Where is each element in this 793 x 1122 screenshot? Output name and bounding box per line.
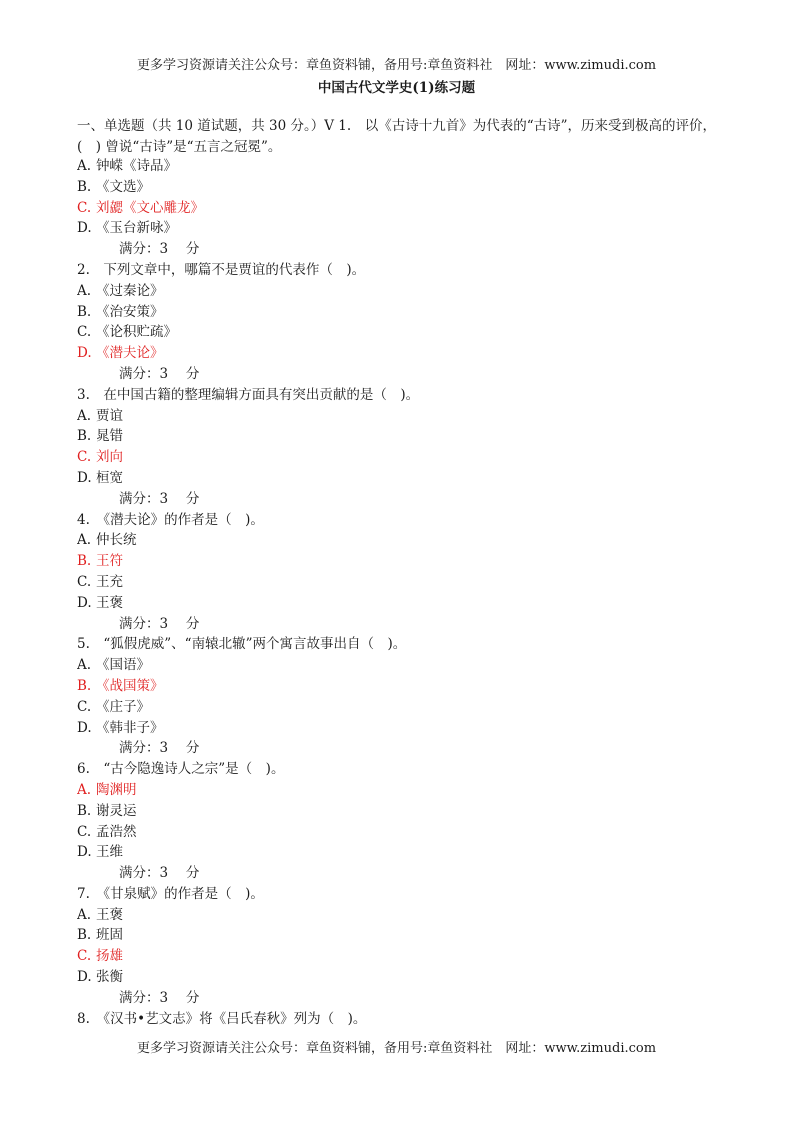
option-text: 桓宽 (96, 469, 123, 486)
option-text: 贾谊 (96, 407, 123, 424)
section-intro: 一、单选题（共 10 道试题，共 30 分。）V 1. 以《古诗十九首》为代表的“古诗”，历来受到极高的评价，( ) 曾说“古诗”是“五言之冠冕”。 (77, 118, 716, 155)
option-letter: C. (77, 948, 92, 965)
score-line: 满分：3 分 (119, 365, 200, 382)
option-text: 孟浩然 (96, 823, 137, 840)
score-line: 满分：3 分 (119, 989, 200, 1006)
document-title: 中国古代文学史(1)练习题 (317, 80, 476, 96)
option-letter: C. (77, 199, 92, 216)
option-letter: A. (77, 158, 92, 174)
option-text: 陶渊明 (96, 781, 137, 798)
option-letter: B. (77, 677, 92, 694)
option-letter: B. (77, 178, 92, 195)
answer-option (77, 447, 722, 468)
answer-option (77, 281, 722, 302)
score-line: 满分：3 分 (119, 615, 200, 632)
question-list (77, 156, 722, 1029)
option-text: 《潜夫论》 (96, 345, 164, 362)
option-text: 刘向 (96, 449, 123, 466)
option-letter: B. (77, 553, 92, 570)
answer-option (77, 198, 722, 219)
option-letter: D. (77, 594, 92, 611)
answer-option (77, 676, 722, 697)
answer-option (77, 925, 722, 946)
question-stem: 8. 《汉书•艺文志》将《吕氏春秋》列为（ )。 (77, 1010, 367, 1027)
answer-option (77, 967, 722, 988)
option-letter: A. (77, 282, 92, 299)
option-letter: D. (77, 220, 92, 237)
option-text: 《韩非子》 (96, 719, 164, 736)
page-header: 更多学习资源请关注公众号：章鱼资料铺，备用号:章鱼资料社 网址：www.zimudi.com (136, 58, 657, 73)
answer-option (77, 718, 722, 739)
answer-option (77, 302, 722, 323)
option-letter: B. (77, 802, 92, 819)
answer-option (77, 426, 722, 447)
answer-option (77, 655, 722, 676)
answer-option (77, 697, 722, 718)
option-letter: D. (77, 719, 92, 736)
option-text: 张衡 (96, 969, 123, 986)
score-line: 满分：3 分 (119, 241, 200, 258)
answer-option (77, 177, 722, 198)
answer-option (77, 842, 722, 863)
answer-option (77, 780, 722, 801)
answer-option (77, 572, 722, 593)
option-letter: D. (77, 345, 92, 362)
option-letter: A. (77, 532, 92, 549)
option-letter: C. (77, 573, 92, 590)
option-text: 王充 (96, 573, 123, 590)
answer-option (77, 801, 722, 822)
answer-option (77, 593, 722, 614)
option-text: 晁错 (96, 428, 123, 445)
option-text: 王维 (96, 844, 123, 861)
option-letter: D. (77, 969, 92, 986)
answer-option (77, 822, 722, 843)
question-stem: 2. 下列文章中，哪篇不是贾谊的代表作（ )。 (77, 261, 366, 278)
option-text: 扬雄 (96, 948, 123, 965)
option-letter: B. (77, 927, 92, 944)
answer-option (77, 156, 722, 177)
option-letter: C. (77, 449, 92, 466)
option-text: 《过秦论》 (96, 282, 164, 299)
score-line: 满分：3 分 (119, 740, 200, 757)
answer-option (77, 946, 722, 967)
option-text: 王褒 (96, 906, 123, 923)
score-line: 满分：3 分 (119, 490, 200, 507)
option-letter: A. (77, 407, 92, 424)
score-line: 满分：3 分 (119, 865, 200, 882)
option-text: 《国语》 (96, 657, 150, 674)
question-stem: 4. 《潜夫论》的作者是（ )。 (77, 511, 264, 528)
question-stem: 3. 在中国古籍的整理编辑方面具有突出贡献的是（ )。 (77, 386, 420, 403)
option-text: 《庄子》 (96, 698, 150, 715)
option-text: 《论积贮疏》 (96, 324, 177, 341)
option-letter: D. (77, 469, 92, 486)
option-letter: B. (77, 428, 92, 445)
option-text: 《玉台新咏》 (96, 220, 177, 237)
option-letter: A. (77, 906, 92, 923)
option-text: 王符 (96, 553, 123, 570)
answer-option (77, 551, 722, 572)
question-stem: 6. “古今隐逸诗人之宗”是（ )。 (77, 761, 285, 778)
option-text: 《战国策》 (96, 677, 164, 694)
question-stem: 7. 《甘泉赋》的作者是（ )。 (77, 885, 264, 902)
option-text: 钟嵘《诗品》 (96, 158, 177, 174)
answer-option (77, 468, 722, 489)
option-text: 《文选》 (96, 178, 150, 195)
option-letter: C. (77, 324, 92, 341)
option-text: 《治安策》 (96, 303, 164, 320)
answer-option (77, 322, 722, 343)
question-stem: 5. “狐假虎威”、“南辕北辙”两个寓言故事出自（ )。 (77, 636, 407, 653)
option-letter: A. (77, 781, 92, 798)
answer-option (77, 406, 722, 427)
option-letter: B. (77, 303, 92, 320)
option-text: 仲长统 (96, 532, 137, 549)
answer-option (77, 530, 722, 551)
answer-option (77, 905, 722, 926)
option-letter: C. (77, 698, 92, 715)
option-text: 刘勰《文心雕龙》 (96, 199, 204, 216)
option-letter: A. (77, 657, 92, 674)
answer-option (77, 218, 722, 239)
page-footer: 更多学习资源请关注公众号：章鱼资料铺，备用号:章鱼资料社 网址：www.zimudi.com (136, 1041, 657, 1056)
option-letter: D. (77, 844, 92, 861)
answer-option (77, 343, 722, 364)
option-text: 班固 (96, 927, 123, 944)
option-text: 谢灵运 (96, 802, 137, 819)
option-text: 王褒 (96, 594, 123, 611)
option-letter: C. (77, 823, 92, 840)
